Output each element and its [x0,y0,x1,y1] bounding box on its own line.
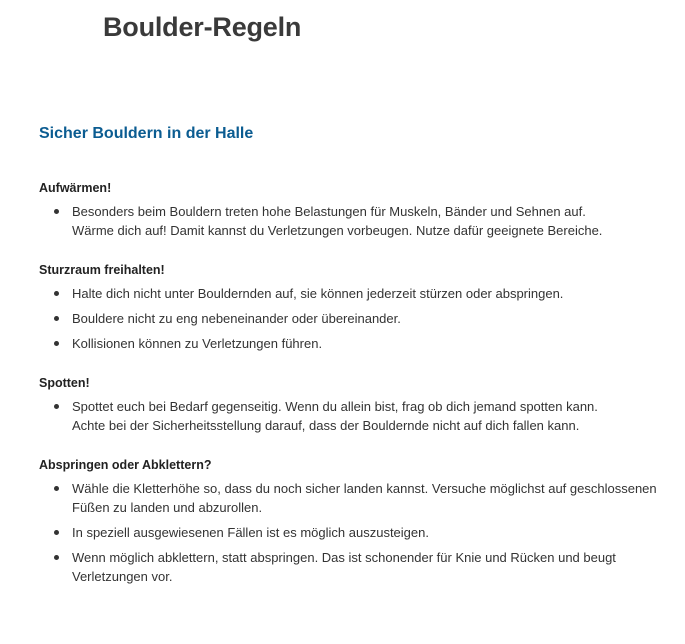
section-title: Sicher Bouldern in der Halle [39,125,254,142]
list-item [39,284,679,303]
page-title: Boulder-Regeln [103,12,302,42]
list-item [39,309,679,328]
list-item-line: Füßen zu landen und abzurollen. [72,500,263,515]
rule-heading: Spotten! [39,376,90,390]
rule-fall-zone [39,262,679,353]
list-item [39,202,679,240]
rule-heading: Abspringen oder Abklettern? [39,458,212,472]
list-item-line: Kollisionen können zu Verletzungen führen. [72,336,323,351]
list-item-line: Wenn möglich abklettern, statt abspringen. Das ist schonender für Knie und Rücken und beugt [72,550,616,565]
rules-list [39,180,679,608]
list-item-line: Spottet euch bei Bedarf gegenseitig. Wenn du allein bist, frag ob dich jemand spotten kann. [72,399,598,414]
list-item [39,523,679,542]
list-item-line: Wähle die Kletterhöhe so, dass du noch sicher landen kannst. Versuche möglichst auf geschlossenen [72,481,657,496]
rule-heading: Sturzraum freihalten! [39,263,165,277]
list-item [39,397,679,435]
list-item-line: Besonders beim Bouldern treten hohe Belastungen für Muskeln, Bänder und Sehnen auf. [72,204,586,219]
list-item-line: Bouldere nicht zu eng nebeneinander oder übereinander. [72,311,401,326]
list-item-line: Achte bei der Sicherheitsstellung darauf, dass der Bouldernde nicht auf dich fallen kann. [72,418,580,433]
list-item [39,334,679,353]
rule-spotting [39,375,679,435]
rule-heading: Aufwärmen! [39,181,112,195]
list-item-line: Halte dich nicht unter Bouldernden auf, sie können jederzeit stürzen oder abspringen. [72,286,564,301]
list-item-line: In speziell ausgewiesenen Fällen ist es möglich auszusteigen. [72,525,429,540]
list-item [39,479,679,517]
list-item-line: Verletzungen vor. [72,569,173,584]
list-item-line: Wärme dich auf! Damit kannst du Verletzungen vorbeugen. Nutze dafür geeignete Bereiche. [72,223,603,238]
list-item [39,548,679,586]
rule-warmup [39,180,679,240]
rule-items [39,202,679,240]
rule-items [39,284,679,353]
rule-jump-or-downclimb [39,457,679,586]
rule-items [39,479,679,586]
rule-items [39,397,679,435]
